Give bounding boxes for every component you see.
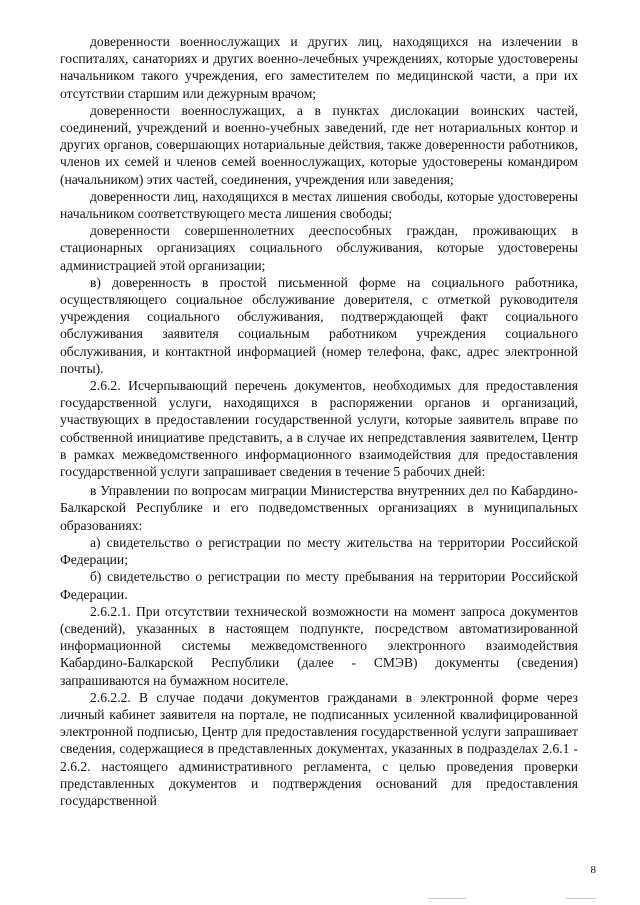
scan-artifact-line: [566, 898, 596, 899]
paragraph-social-worker-power: в) доверенность в простой письменной форме на социального работника, осуществляющего социальное обслуживание доверителя, с отметкой руководителя учреждения социального обслуживания, подтверждающей факт социального обслуживания заявителя социальным работником учреждения социального обслуживания, и контактной информацией (номер телефона, факс, адрес электронной почты).: [60, 274, 578, 376]
paragraph-stay-registration: б) свидетельство о регистрации по месту пребывания на территории Российской Федерации.: [60, 569, 578, 602]
paragraph-military-unit-powers: доверенности военнослужащих, а в пунктах дислокации воинских частей, соединений, учреждений и военно-учебных заведений, где нет нотариальных контор и других органов, совершающих нотариальные действия, также доверенности работников, членов их семей и членов семей военнослужащих, которые удостоверены командиром (начальником) этих частей, соединения, учреждения или заведения;: [60, 102, 578, 187]
paragraph-social-institution-powers: доверенности совершеннолетних дееспособных граждан, проживающих в стационарных организациях социального обслуживания, которые удостоверены администрацией этой организации;: [60, 223, 578, 273]
paragraph-2-6-2: 2.6.2. Исчерпывающий перечень документов, необходимых для предоставления государственной услуги, находящихся в распоряжении органов и организаций, участвующих в предоставлении государственной услуги, которые заявитель вправе по собственной инициативе представить, а в случае их непредставления заявителем, Центр в рамках межведомственного информационного взаимодействия для предоставления государственной услуги запрашивает сведения в течение 5 рабочих дней:: [60, 378, 578, 480]
scan-artifact-line: [428, 898, 466, 899]
paragraph-military-hospital-powers: доверенности военнослужащих и других лиц, находящихся на излечении в госпиталях, санаториях и других военно-лечебных учреждениях, которые удостоверены начальником такого учреждения, его заместителем по медицинской части, а при их отсутствии старшим или дежурным врачом;: [60, 34, 578, 101]
paragraph-prison-powers: доверенности лиц, находящихся в местах лишения свободы, которые удостоверены начальником соответствующего места лишения свободы;: [60, 188, 578, 222]
paragraph-2-6-2-1: 2.6.2.1. При отсутствии технической возможности на момент запроса документов (сведений), указанных в настоящем подпункте, посредством автоматизированной информационной системы межведомственного электронного взаимодействия Кабардино-Балкарской Республики (далее - СМЭВ) документы (сведения) запрашиваются на бумажном носителе.: [60, 603, 578, 688]
page-number: 8: [590, 864, 596, 876]
paragraph-residence-registration: а) свидетельство о регистрации по месту жительства на территории Российской Федерации;: [60, 534, 578, 568]
document-body: [60, 33, 578, 809]
paragraph-migration-department: в Управлении по вопросам миграции Министерства внутренних дел по Кабардино-Балкарской Республике и его подведомственных организациях в муниципальных образованиях:: [60, 483, 578, 533]
paragraph-2-6-2-2: 2.6.2.2. В случае подачи документов гражданами в электронной форме через личный кабинет заявителя на портале, не подписанных усиленной квалифицированной электронной подписью, Центр для предоставления государственной услуги запрашивает сведения, содержащиеся в представленных документах, указанных в подразделах 2.6.1 - 2.6.2. настоящего административного регламента, с целью проведения проверки представленных документов и подтверждения оснований для предоставления государственной: [60, 689, 578, 808]
